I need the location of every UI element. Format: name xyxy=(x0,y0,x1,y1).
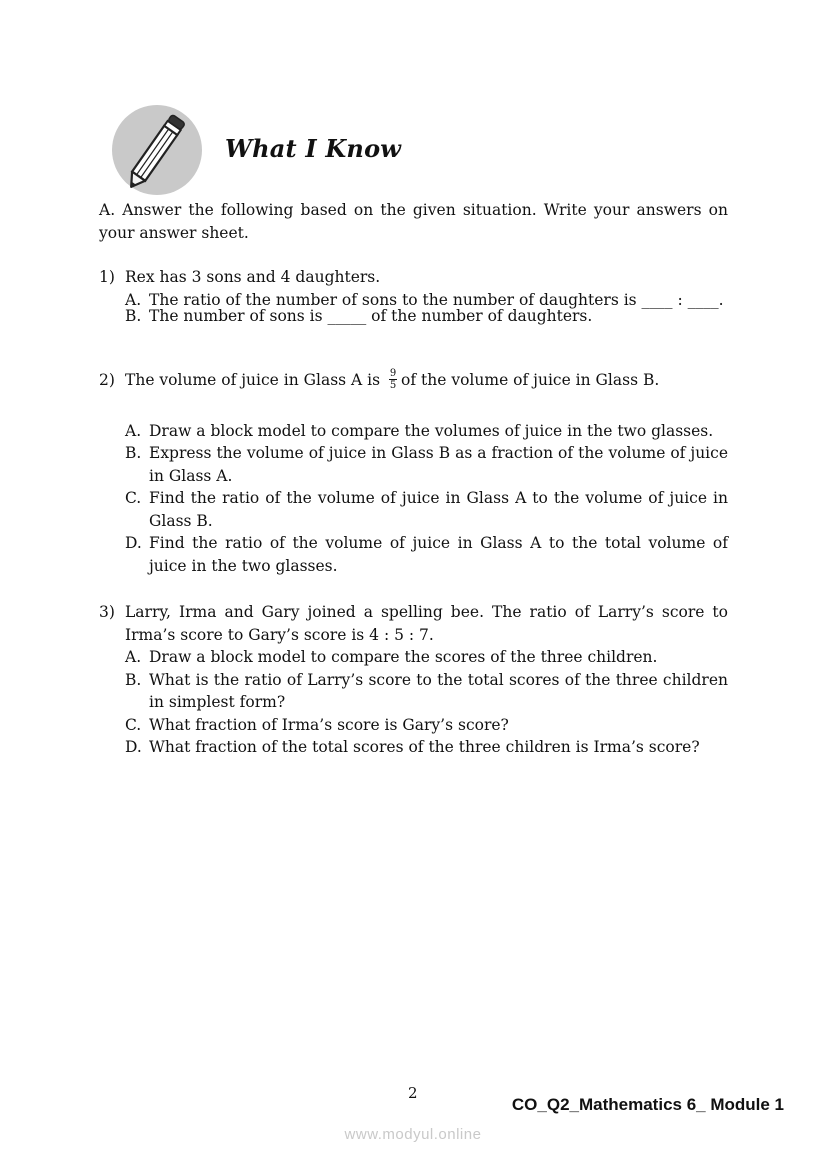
question-item xyxy=(125,736,728,759)
item-text: The number of sons is _____ of the number of daughters. xyxy=(149,307,593,325)
question-item xyxy=(125,646,728,669)
question-item xyxy=(125,669,728,714)
question-2 xyxy=(99,369,728,577)
question-3 xyxy=(99,601,728,759)
item-text: The ratio of the number of sons to the number of daughters is ____ : ____. xyxy=(149,290,724,309)
question-item xyxy=(125,487,728,532)
item-letter: D. xyxy=(125,738,142,756)
item-text: Draw a block model to compare the scores of the three children. xyxy=(149,648,658,666)
question-item xyxy=(125,532,728,577)
module-code: CO_Q2_Mathematics 6_ Module 1 xyxy=(511,1095,784,1114)
question-text-before: The volume of juice in Glass A is xyxy=(125,371,381,389)
item-text: Express the volume of juice in Glass B as a fraction of the volume of juice in Glass A. xyxy=(149,444,728,485)
question-item xyxy=(125,420,728,443)
item-text: What is the ratio of Larry’s score to the total scores of the three children in simplest form? xyxy=(149,670,728,711)
page-number: 2 xyxy=(408,1084,418,1102)
pencil-icon xyxy=(111,104,203,196)
question-number: 2) xyxy=(99,371,115,389)
question-text: Rex has 3 sons and 4 daughters. xyxy=(125,268,381,286)
fraction-denominator: 5 xyxy=(389,379,397,391)
section-title: What I Know xyxy=(225,134,402,163)
item-text: What fraction of Irma’s score is Gary’s score? xyxy=(149,715,509,734)
item-letter: C. xyxy=(125,715,142,734)
watermark: www.modyul.online xyxy=(344,1126,482,1143)
item-letter: A. xyxy=(125,648,142,666)
item-letter: D. xyxy=(125,534,142,552)
fraction-numerator: 9 xyxy=(389,367,397,379)
item-text: Find the ratio of the volume of juice in Glass A to the total volume of juice in the two glasses. xyxy=(149,534,728,575)
item-letter: C. xyxy=(125,489,142,507)
question-text xyxy=(125,369,728,393)
item-letter: B. xyxy=(125,307,142,325)
question-number: 1) xyxy=(99,268,115,286)
question-text: Larry, Irma and Gary joined a spelling bee. The ratio of Larry’s score to Irma’s score to Gary’s score is 4 : 5 : 7. xyxy=(125,603,728,644)
question-1 xyxy=(99,266,728,328)
item-letter: B. xyxy=(125,444,142,462)
question-item xyxy=(125,442,728,487)
question-text-after: of the volume of juice in Glass B. xyxy=(401,371,660,389)
item-letter: B. xyxy=(125,670,142,689)
question-item xyxy=(125,305,728,328)
item-text: Find the ratio of the volume of juice in Glass A to the volume of juice in Glass B. xyxy=(149,489,728,530)
question-number: 3) xyxy=(99,603,115,621)
fraction-nine-fifths xyxy=(389,368,397,391)
instructions: A. Answer the following based on the given situation. Write your answers on your answer sheet. xyxy=(99,201,728,242)
item-letter: A. xyxy=(125,290,142,309)
item-text: What fraction of the total scores of the three children is Irma’s score? xyxy=(149,738,700,756)
question-item xyxy=(125,714,728,737)
item-text: Draw a block model to compare the volumes of juice in the two glasses. xyxy=(149,421,714,440)
item-letter: A. xyxy=(125,421,142,440)
